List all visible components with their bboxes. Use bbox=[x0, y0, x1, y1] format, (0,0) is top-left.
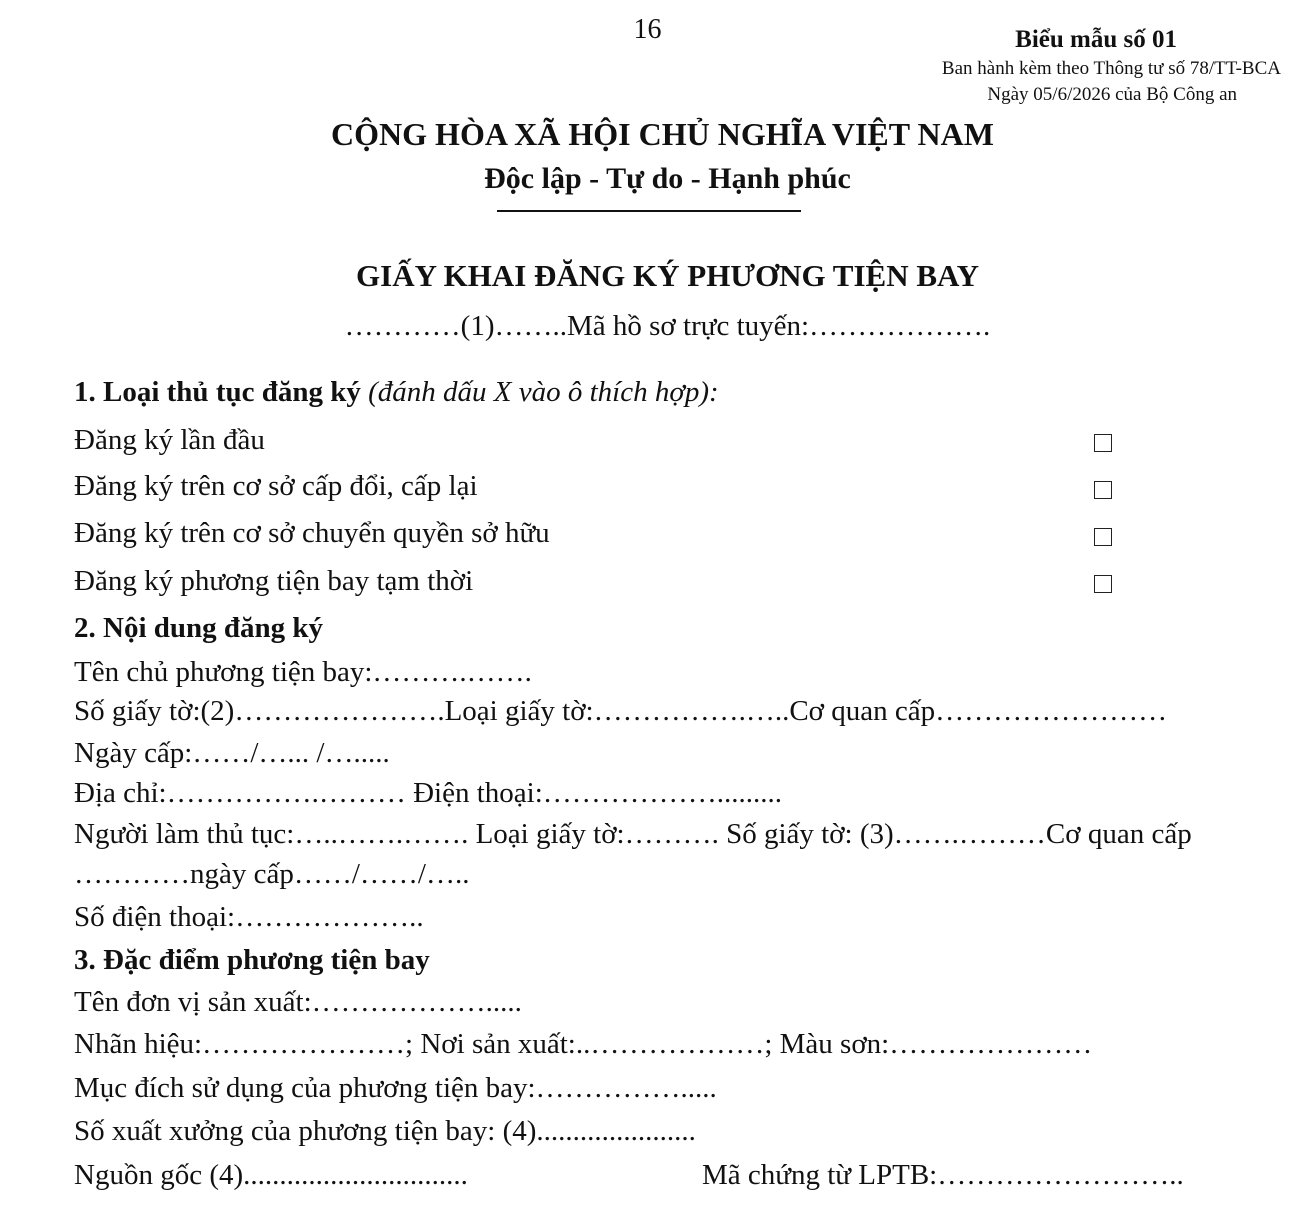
section1-heading-text: 1. Loại thủ tục đăng ký bbox=[74, 376, 361, 408]
phone-number-field: Số điện thoại:……………….. bbox=[74, 901, 424, 933]
ownership-transfer-checkbox[interactable] bbox=[1094, 528, 1112, 546]
owner-name-field: Tên chủ phương tiện bay:……….……. bbox=[74, 656, 532, 688]
section3-heading: 3. Đặc điểm phương tiện bay bbox=[74, 944, 430, 976]
address-phone-field: Địa chỉ:…………….……… Điện thoại:………………......... bbox=[74, 777, 783, 809]
form-code: Biểu mẫu số 01 bbox=[1015, 26, 1177, 53]
section1-heading bbox=[74, 376, 719, 409]
origin-field: Nguồn gốc (4)............................... bbox=[74, 1159, 468, 1191]
brand-origin-color-field: Nhãn hiệu:…………………; Nơi sản xuất:..………………; Màu sơn:………………… bbox=[74, 1028, 1093, 1060]
national-motto: Độc lập - Tự do - Hạnh phúc bbox=[484, 162, 851, 195]
issued-date: Ngày 05/6/2026 của Bộ Công an bbox=[987, 84, 1237, 105]
section1-note: (đánh dấu X vào ô thích hợp): bbox=[368, 376, 719, 408]
manufacturer-field: Tên đơn vị sản xuất:………………..... bbox=[74, 986, 522, 1018]
document-number-field: Số giấy tờ:(2)………………….Loại giấy tờ:…………….…..Cơ quan cấp…………………… bbox=[74, 695, 1168, 727]
first-registration-checkbox[interactable] bbox=[1094, 434, 1112, 452]
national-title: CỘNG HÒA XÃ HỘI CHỦ NGHĨA VIỆT NAM bbox=[331, 116, 994, 152]
option-label: Đăng ký lần đầu bbox=[74, 424, 265, 456]
applicant-field: Người làm thủ tục:…..…….……. Loại giấy tờ:………. Số giấy tờ: (3)…….………Cơ quan cấp bbox=[74, 818, 1192, 850]
receipt-code-field: Mã chứng từ LPTB:…………………….. bbox=[702, 1159, 1184, 1191]
option-label: Đăng ký phương tiện bay tạm thời bbox=[74, 565, 474, 597]
section2-heading: 2. Nội dung đăng ký bbox=[74, 612, 324, 644]
online-file-code-line: …………(1)……..Mã hồ sơ trực tuyến:………………. bbox=[344, 310, 991, 342]
usage-purpose-field: Mục đích sử dụng của phương tiện bay:……………..... bbox=[74, 1072, 717, 1104]
serial-number-field: Số xuất xưởng của phương tiện bay: (4)...................... bbox=[74, 1115, 696, 1147]
motto-underline bbox=[497, 210, 801, 212]
reissue-registration-checkbox[interactable] bbox=[1094, 481, 1112, 499]
document-title: GIẤY KHAI ĐĂNG KÝ PHƯƠNG TIỆN BAY bbox=[356, 258, 979, 293]
temporary-registration-checkbox[interactable] bbox=[1094, 575, 1112, 593]
issued-with: Ban hành kèm theo Thông tư số 78/TT-BCA bbox=[941, 58, 1281, 79]
option-label: Đăng ký trên cơ sở cấp đổi, cấp lại bbox=[74, 470, 478, 502]
applicant-issue-date-field: …………ngày cấp……/……/….. bbox=[74, 858, 470, 890]
page-number: 16 bbox=[633, 14, 662, 45]
issue-date-field: Ngày cấp:……/…... /…..... bbox=[74, 737, 390, 769]
option-label: Đăng ký trên cơ sở chuyển quyền sở hữu bbox=[74, 517, 550, 549]
